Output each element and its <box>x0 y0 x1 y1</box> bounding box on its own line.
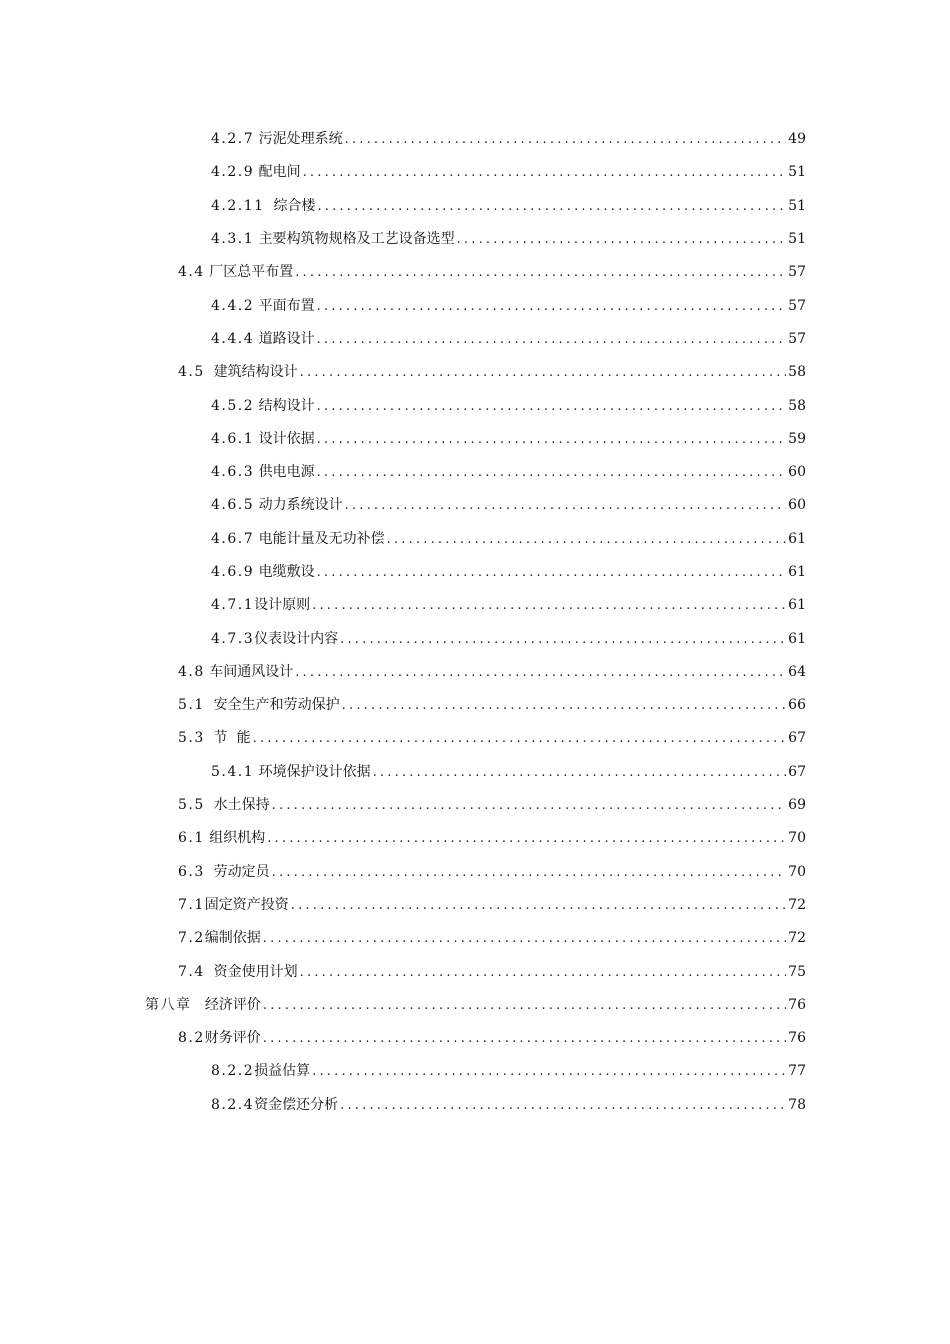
toc-dot-leader <box>312 1062 786 1082</box>
toc-dot-leader <box>303 163 786 183</box>
toc-entry-line <box>178 662 806 683</box>
toc-section-number: 6.1 <box>178 830 205 847</box>
toc-dot-leader <box>373 763 786 783</box>
toc-entry[interactable] <box>0 1089 950 1122</box>
toc-entry[interactable] <box>0 356 950 389</box>
toc-separator <box>205 962 214 982</box>
toc-section-title: 编制依据 <box>204 930 261 947</box>
toc-dot-leader <box>317 330 786 350</box>
toc-entry-line <box>211 296 806 317</box>
toc-section-title: 结构设计 <box>258 397 315 414</box>
toc-section-title: 配电间 <box>258 164 301 181</box>
toc-section-number: 5.3 <box>178 730 205 747</box>
toc-entry-line <box>211 329 806 350</box>
toc-page-number: 60 <box>788 464 806 481</box>
toc-page-number: 76 <box>788 1030 806 1047</box>
toc-section-title: 环境保护设计依据 <box>258 763 371 780</box>
toc-page-number: 60 <box>788 497 806 514</box>
toc-section-number: 4.2.9 <box>211 164 255 181</box>
toc-dot-leader <box>345 496 786 516</box>
toc-entry-line <box>178 962 806 983</box>
toc-entry[interactable] <box>0 789 950 822</box>
toc-page-number: 75 <box>788 963 806 980</box>
toc-page-number: 76 <box>788 996 806 1013</box>
toc-section-title: 水土保持 <box>213 797 270 814</box>
toc-dot-leader <box>263 996 786 1016</box>
toc-entry-line <box>178 695 806 716</box>
toc-entry-line <box>211 196 806 217</box>
toc-entry[interactable] <box>0 123 950 156</box>
toc-entry-line <box>211 1095 806 1116</box>
toc-section-number: 4.8 <box>178 663 205 680</box>
toc-page-number: 67 <box>788 763 806 780</box>
toc-entry[interactable] <box>0 656 950 689</box>
toc-dot-leader <box>317 297 786 317</box>
toc-dot-leader <box>263 929 786 949</box>
toc-section-number: 4.6.1 <box>211 430 255 447</box>
toc-entry-line <box>211 462 806 483</box>
toc-separator <box>205 728 214 748</box>
toc-section-number: 4.7.3 <box>211 630 255 647</box>
toc-page-number: 72 <box>788 896 806 913</box>
toc-dot-leader <box>317 397 786 417</box>
toc-dot-leader <box>272 863 786 883</box>
toc-entry[interactable] <box>0 589 950 622</box>
toc-page-number: 57 <box>788 330 806 347</box>
toc-entry-line <box>178 262 806 283</box>
toc-separator <box>205 795 214 815</box>
toc-separator <box>205 695 214 715</box>
toc-entry[interactable] <box>0 955 950 988</box>
toc-section-number: 4.2.11 <box>211 197 265 214</box>
toc-section-number: 4.4.4 <box>211 330 255 347</box>
toc-page-number: 51 <box>788 164 806 181</box>
toc-page-number: 64 <box>788 663 806 680</box>
toc-entry[interactable] <box>0 323 950 356</box>
toc-page-number: 70 <box>788 830 806 847</box>
toc-section-number: 4.6.5 <box>211 497 255 514</box>
toc-dot-leader <box>267 829 786 849</box>
toc-section-number: 4.6.9 <box>211 564 255 580</box>
toc-section-number: 7.2 <box>178 930 205 947</box>
toc-section-number: 8.2.4 <box>211 1096 255 1113</box>
toc-entry-line <box>178 828 806 849</box>
toc-entry-line <box>211 396 806 417</box>
toc-entry-line <box>178 795 806 816</box>
toc-page-number: 77 <box>788 1063 806 1080</box>
toc-entry-line <box>211 429 806 450</box>
toc-entry[interactable] <box>0 456 950 489</box>
toc-section-number: 7.4 <box>178 963 205 980</box>
toc-dot-leader <box>317 197 786 217</box>
toc-entry[interactable] <box>0 856 950 889</box>
toc-dot-leader <box>317 463 786 483</box>
toc-entry-line <box>211 629 806 650</box>
toc-section-number: 8.2.2 <box>211 1063 255 1080</box>
toc-entry[interactable] <box>0 1055 950 1088</box>
toc-section-number: 5.1 <box>178 697 205 714</box>
toc-entry-line <box>211 529 806 550</box>
toc-page-number: 61 <box>788 530 806 547</box>
toc-section-title: 安全生产和劳动保护 <box>213 697 340 714</box>
toc-section-title: 供电电源 <box>258 464 315 481</box>
toc-page-number: 78 <box>788 1096 806 1113</box>
toc-entry-line <box>145 995 806 1016</box>
table-of-contents <box>0 123 950 1122</box>
toc-entry[interactable] <box>0 190 950 223</box>
toc-entry[interactable] <box>0 756 950 789</box>
toc-entry-line <box>211 162 806 183</box>
toc-section-title: 损益估算 <box>254 1063 311 1080</box>
toc-dot-leader <box>295 663 786 683</box>
toc-section-title: 固定资产投资 <box>204 896 289 913</box>
toc-page-number: 61 <box>788 564 806 580</box>
toc-section-number: 4.6.3 <box>211 464 255 481</box>
toc-entry[interactable] <box>0 822 950 855</box>
toc-entry-line <box>211 1061 806 1082</box>
toc-section-number: 第八章 <box>145 996 192 1013</box>
toc-entry[interactable] <box>0 889 950 922</box>
toc-dot-leader <box>457 230 786 250</box>
toc-dot-leader <box>312 596 786 616</box>
toc-entry-line <box>178 862 806 883</box>
toc-page-number: 61 <box>788 630 806 647</box>
toc-section-number: 7.1 <box>178 896 205 913</box>
toc-section-title: 建筑结构设计 <box>213 364 298 381</box>
toc-section-number: 4.3.1 <box>211 231 255 248</box>
toc-entry-line <box>178 895 806 916</box>
toc-section-number: 4.7.1 <box>211 597 255 614</box>
toc-page-number: 49 <box>788 131 806 148</box>
toc-page-number: 66 <box>788 697 806 714</box>
toc-page-number: 67 <box>788 730 806 747</box>
toc-section-title: 厂区总平布置 <box>209 264 294 281</box>
toc-page-number: 57 <box>788 264 806 281</box>
toc-entry-line <box>178 362 806 383</box>
toc-entry[interactable] <box>0 223 950 256</box>
toc-entry-line <box>211 495 806 516</box>
toc-page-number: 59 <box>788 430 806 447</box>
toc-page-number: 70 <box>788 863 806 880</box>
toc-entry[interactable] <box>0 423 950 456</box>
toc-section-number: 4.4 <box>178 264 205 281</box>
toc-dot-leader <box>300 363 786 383</box>
toc-entry-line <box>211 129 806 150</box>
toc-section-title: 财务评价 <box>204 1030 261 1047</box>
toc-section-number: 4.6.7 <box>211 530 255 547</box>
toc-entry-line <box>178 1028 806 1049</box>
toc-separator <box>205 362 214 382</box>
toc-dot-leader <box>300 963 786 983</box>
toc-section-number: 5.5 <box>178 797 205 814</box>
toc-section-number: 4.5 <box>178 364 205 381</box>
toc-separator <box>205 862 214 882</box>
toc-section-number: 8.2 <box>178 1030 205 1047</box>
toc-section-title: 电缆敷设 <box>258 564 315 580</box>
toc-entry[interactable] <box>0 622 950 655</box>
toc-page-number: 72 <box>788 930 806 947</box>
toc-dot-leader <box>387 530 786 550</box>
toc-separator <box>265 196 274 216</box>
toc-dot-leader <box>272 796 786 816</box>
toc-entry[interactable] <box>0 1022 950 1055</box>
toc-dot-leader <box>342 696 786 716</box>
toc-section-title: 电能计量及无功补偿 <box>258 530 385 547</box>
toc-section-title: 主要构筑物规格及工艺设备选型 <box>258 231 455 248</box>
toc-dot-leader <box>340 630 786 650</box>
toc-section-number: 4.2.7 <box>211 131 255 148</box>
toc-section-title: 仪表设计内容 <box>254 630 339 647</box>
toc-section-number: 4.4.2 <box>211 297 255 314</box>
toc-dot-leader <box>317 430 786 450</box>
toc-separator <box>192 995 205 1015</box>
toc-section-title: 道路设计 <box>258 330 315 347</box>
toc-entry[interactable] <box>0 689 950 722</box>
toc-entry[interactable] <box>0 922 950 955</box>
toc-dot-leader <box>340 1096 786 1116</box>
toc-entry[interactable] <box>0 556 950 589</box>
toc-entry-line <box>211 595 806 616</box>
toc-section-title: 车间通风设计 <box>209 663 294 680</box>
toc-section-title: 设计原则 <box>254 597 311 614</box>
toc-entry-line <box>178 928 806 949</box>
toc-entry[interactable] <box>0 989 950 1022</box>
toc-entry[interactable] <box>0 289 950 322</box>
toc-entry-line <box>211 762 806 783</box>
toc-section-title: 节 能 <box>213 730 251 747</box>
toc-page-number: 51 <box>788 231 806 248</box>
toc-entry[interactable] <box>0 523 950 556</box>
toc-entry[interactable] <box>0 256 950 289</box>
toc-section-title: 组织机构 <box>209 830 266 847</box>
toc-section-title: 资金使用计划 <box>213 963 298 980</box>
toc-section-title: 设计依据 <box>258 430 315 447</box>
toc-section-number: 5.4.1 <box>211 763 255 780</box>
toc-section-title: 劳动定员 <box>213 863 270 880</box>
toc-section-title: 平面布置 <box>258 297 315 314</box>
toc-section-title: 动力系统设计 <box>258 497 343 514</box>
toc-entry-line <box>211 562 806 583</box>
toc-dot-leader <box>253 729 786 749</box>
toc-dot-leader <box>263 1029 786 1049</box>
toc-dot-leader <box>295 263 786 283</box>
toc-dot-leader <box>317 563 786 583</box>
toc-dot-leader <box>345 130 786 150</box>
toc-entry[interactable] <box>0 156 950 189</box>
toc-section-title: 经济评价 <box>204 996 261 1013</box>
toc-section-title: 资金偿还分析 <box>254 1096 339 1113</box>
toc-page-number: 51 <box>788 197 806 214</box>
toc-entry[interactable] <box>0 722 950 755</box>
toc-entry[interactable] <box>0 389 950 422</box>
toc-entry-line <box>211 229 806 250</box>
toc-page-number: 57 <box>788 297 806 314</box>
toc-page-number: 69 <box>788 797 806 814</box>
toc-section-number: 4.5.2 <box>211 397 255 414</box>
toc-dot-leader <box>291 896 786 916</box>
toc-page-number: 58 <box>788 364 806 381</box>
toc-page-number: 58 <box>788 397 806 414</box>
toc-page-number: 61 <box>788 597 806 614</box>
toc-section-number: 6.3 <box>178 863 205 880</box>
toc-entry-line <box>178 728 806 749</box>
toc-entry[interactable] <box>0 489 950 522</box>
toc-section-title: 综合楼 <box>273 197 316 214</box>
toc-section-title: 污泥处理系统 <box>258 131 343 148</box>
